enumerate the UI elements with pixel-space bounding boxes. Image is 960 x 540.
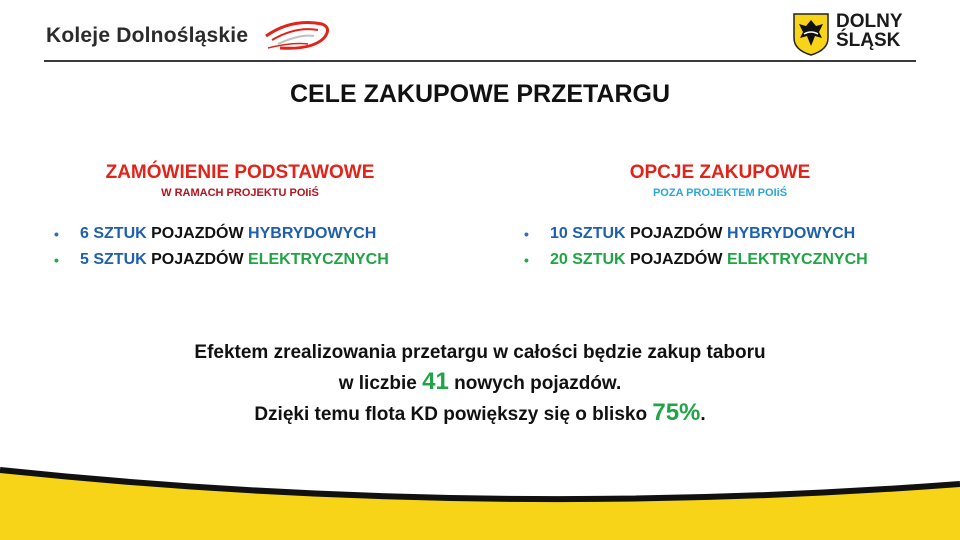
basic-order-subheading: W RAMACH PROJEKTU POIiŚ [161, 187, 319, 199]
list-item: • 6 SZTUK POJAZDÓW HYBRYDOWYCH [50, 221, 430, 247]
region-line2: ŚLĄSK [836, 30, 901, 51]
summary-line3: Dzięki temu flota KD powiększy się o blisko 75%. [254, 399, 706, 426]
brand-name: Koleje Dolnośląskie [46, 24, 249, 47]
region-line1: DOLNY [836, 11, 903, 32]
purchase-options-heading: OPCJE ZAKUPOWE [629, 162, 811, 183]
page-title: CELE ZAKUPOWE PRZETARGU [289, 80, 671, 108]
region-logo-text [836, 12, 903, 50]
vehicle-count: 41 [422, 368, 449, 395]
fleet-growth-percent: 75% [652, 399, 701, 426]
purchase-options-subheading: POZA PROJEKTEM POIiŚ [652, 187, 788, 199]
dolny-slask-eagle-icon [792, 12, 830, 56]
summary-line2: w liczbie 41 nowych pojazdów. [338, 368, 622, 395]
purchase-options-column [520, 162, 920, 273]
list-item: • 5 SZTUK POJAZDÓW ELEKTRYCZNYCH [50, 247, 430, 273]
bullet-icon: • [524, 252, 529, 268]
footer-wave-decoration [0, 440, 960, 540]
list-item: • 10 SZTUK POJAZDÓW HYBRYDOWYCH [520, 221, 920, 247]
header-divider [44, 60, 916, 62]
kd-swoosh-logo-icon [262, 14, 332, 56]
bullet-icon: • [54, 252, 59, 268]
list-item: • 20 SZTUK POJAZDÓW ELEKTRYCZNYCH [520, 247, 920, 273]
summary-text [0, 338, 960, 429]
basic-order-column [50, 162, 430, 273]
bullet-icon: • [524, 226, 529, 242]
summary-line1: Efektem zrealizowania przetargu w całości będzie zakup taboru [194, 342, 766, 363]
basic-order-heading: ZAMÓWIENIE PODSTAWOWE [105, 162, 375, 183]
bullet-icon: • [54, 226, 59, 242]
